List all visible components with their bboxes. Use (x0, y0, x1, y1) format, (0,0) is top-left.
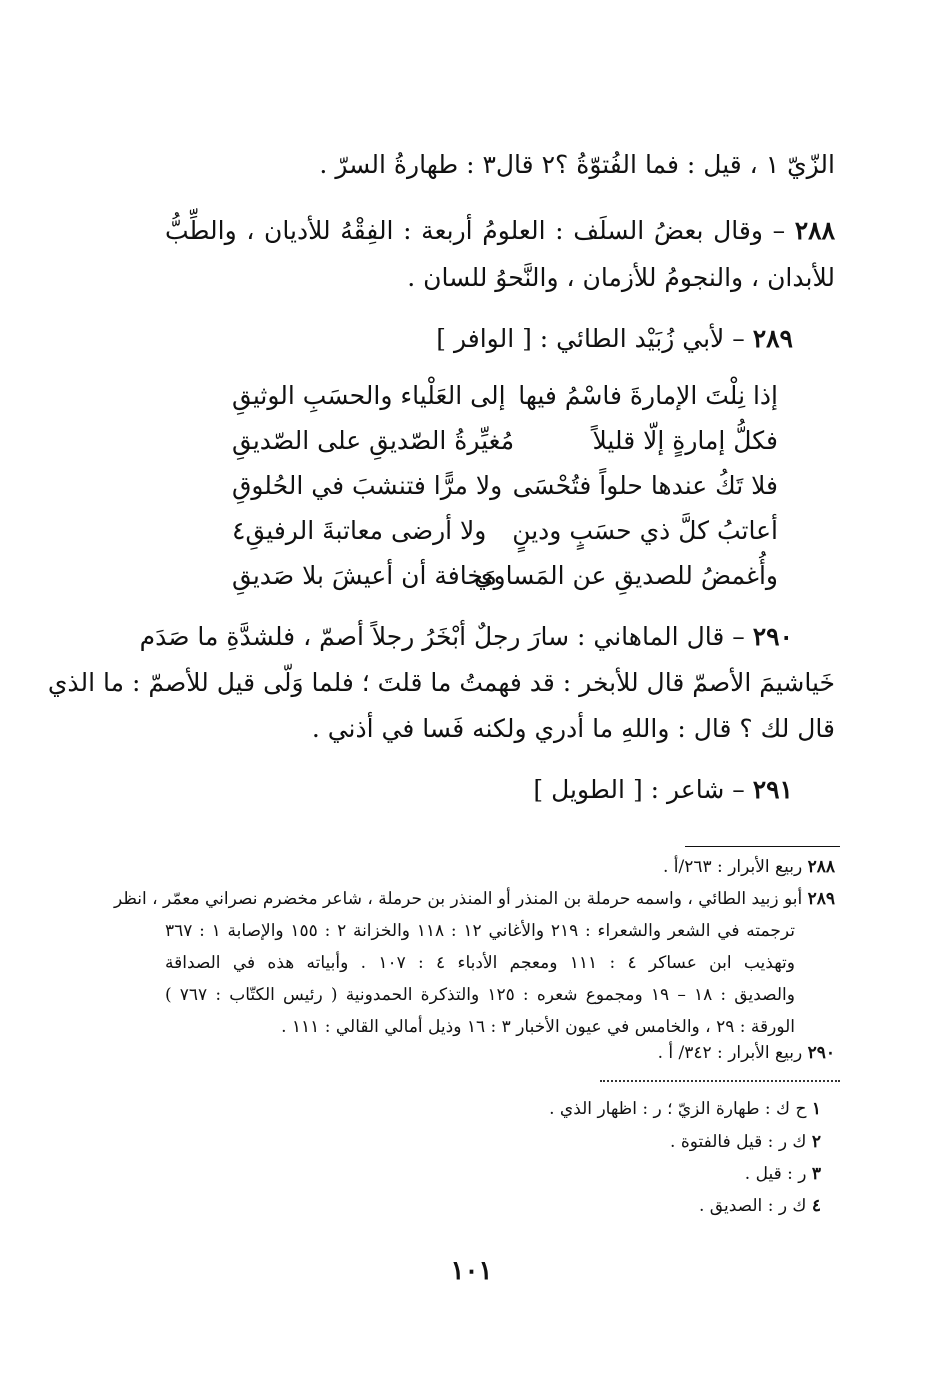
paragraph-290-line-1 (139, 620, 793, 654)
paragraph-288-line-1 (165, 214, 835, 248)
entry-number-291: ٢٩١ (752, 775, 793, 804)
variant-2-text: ك ر : قيل فالفتوة . (670, 1132, 807, 1152)
variant-3 (745, 1159, 821, 1189)
continuation-line: الزّيّ ١ ، قيل : فما الفُتوّةُ ؟٢ قال٣ : طهارةُ السرّ . (319, 150, 835, 179)
verse-4-first-hemistich: أعاتبُ كلَّ ذي حسَبٍ ودينٍ (512, 516, 778, 545)
variant-number-2: ٢ (811, 1132, 821, 1152)
verse-5-second-hemistich: مَخافة أن أعيشَ بلا صَديقِ (232, 561, 497, 590)
paragraph-290-line-2: خَياشيمَ الأصمّ قال للأبخر : قد فهمتُ ما قلتَ ؛ فلما وَلّى قيل للأصمّ : ما الذي (47, 668, 835, 697)
variant-number-4: ٤ (811, 1196, 821, 1216)
footnote-289-line-4: والصديق : ١٨ – ١٩ ومجموع شعره : ١٢٥ والتذكرة الحمدونية ( رئيس الكتّاب : ٧٦٧ ) (165, 985, 795, 1005)
paragraph-291-heading (533, 773, 793, 807)
entry-number-288: ٢٨٨ (794, 216, 836, 245)
page-number: ١٠١ (450, 1256, 493, 1286)
verse-1-first-hemistich: إذا نِلْتَ الإمارةَ فاسْمُ فيها (518, 381, 778, 410)
verse-3-first-hemistich: فلا تَكُ عندها حلواً فتُحْسَى (512, 471, 778, 500)
footnote-289-line-2: ترجمته في الشعر والشعراء : ٢١٩ والأغاني ١٢ : ١١٨ والخزانة ٢ : ١٥٥ والإصابة ١ : ٣٦٧ (165, 921, 795, 941)
footnote-number-288: ٢٨٨ (807, 857, 835, 877)
footnote-number-289: ٢٨٩ (807, 889, 835, 909)
footnote-290 (658, 1038, 835, 1068)
variants-separator (600, 1080, 840, 1082)
footnote-289-line-1 (113, 884, 835, 914)
verse-2-first-hemistich: فكلُّ إمارةٍ إلّا قليلاً (592, 426, 778, 455)
paragraph-290-line-3: قال لك ؟ قال : واللهِ ما أدري ولكنه فَسا في أذني . (311, 714, 835, 743)
variant-1-text: ح ك : طهارة الزيّ ؛ ر : اظهار الذي . (549, 1099, 807, 1119)
footnote-289-line-5: الورقة : ٢٩ ، والخامس في عيون الأخبار ٣ : ١٦ وذيل أمالي القالي : ١١١ . (281, 1017, 795, 1037)
footnote-separator (685, 846, 840, 847)
verse-2-second-hemistich: مُغيِّرةُ الصّديقِ على الصّديقِ (232, 426, 515, 455)
entry-number-289: ٢٨٩ (752, 324, 793, 353)
variant-number-1: ١ (811, 1099, 821, 1119)
verse-row-1 (232, 376, 778, 416)
paragraph-290-text-1: – قال الماهاني : سارَ رجلٌ أبْخَرُ رجلاً أصمّ ، فلشدَّةِ ما صَدَم (139, 622, 745, 651)
footnote-288 (663, 852, 835, 882)
verse-row-2 (232, 421, 778, 461)
verse-row-4 (232, 511, 778, 551)
footnote-290-text: ربيع الأبرار : ٣٤٢/ أ . (657, 1043, 803, 1063)
variant-2 (670, 1127, 821, 1157)
variant-1 (549, 1094, 821, 1124)
verse-4-second-hemistich: ولا أرضى معاتبةَ الرفيقِ٤ (232, 516, 487, 545)
verse-row-3 (232, 466, 778, 506)
variant-4 (699, 1191, 821, 1221)
entry-number-290: ٢٩٠ (752, 622, 793, 651)
footnote-289-line-3: وتهذيب ابن عساكر ٤ : ١١١ ومعجم الأدباء ٤ : ١٠٧ . وأبياته هذه في الصداقة (165, 953, 795, 973)
paragraph-289-heading (436, 322, 793, 356)
verse-3-second-hemistich: ولا مرًّا فتنشبَ في الحُلوقِ (232, 471, 503, 500)
footnote-288-text: ربيع الأبرار : ٢٦٣/أ . (662, 857, 803, 877)
paragraph-288-line-2: للأبدان ، والنجومُ للأزمان ، والنَّحوُ للسان . (407, 263, 835, 292)
footnote-number-290: ٢٩٠ (807, 1043, 835, 1063)
poet-and-meter: – لأبي زُبَيْد الطائي : [ الوافر ] (436, 324, 745, 353)
variant-4-text: ك ر : الصديق . (699, 1196, 807, 1216)
poet-and-meter-291: – شاعر : [ الطويل ] (533, 775, 745, 804)
variant-3-text: ر : قيل . (744, 1164, 807, 1184)
footnote-289-text-1: أبو زبيد الطائي ، واسمه حرملة بن المنذر أو المنذر بن حرملة ، شاعر مخضرم نصراني معمّر ، انظر (113, 889, 803, 909)
variant-number-3: ٣ (811, 1164, 821, 1184)
verse-row-5 (232, 556, 778, 596)
paragraph-288-text-1: – وقال بعضُ السلَف : العلومُ أربعة : الفِقْهُ للأديان ، والطِّبُّ (165, 216, 786, 245)
verse-1-second-hemistich: إلى العَلْياء والحسَبِ الوثيقِ (232, 381, 506, 410)
verse-5-first-hemistich: وأُغمضُ للصديقِ عن المَساوي (473, 561, 778, 590)
